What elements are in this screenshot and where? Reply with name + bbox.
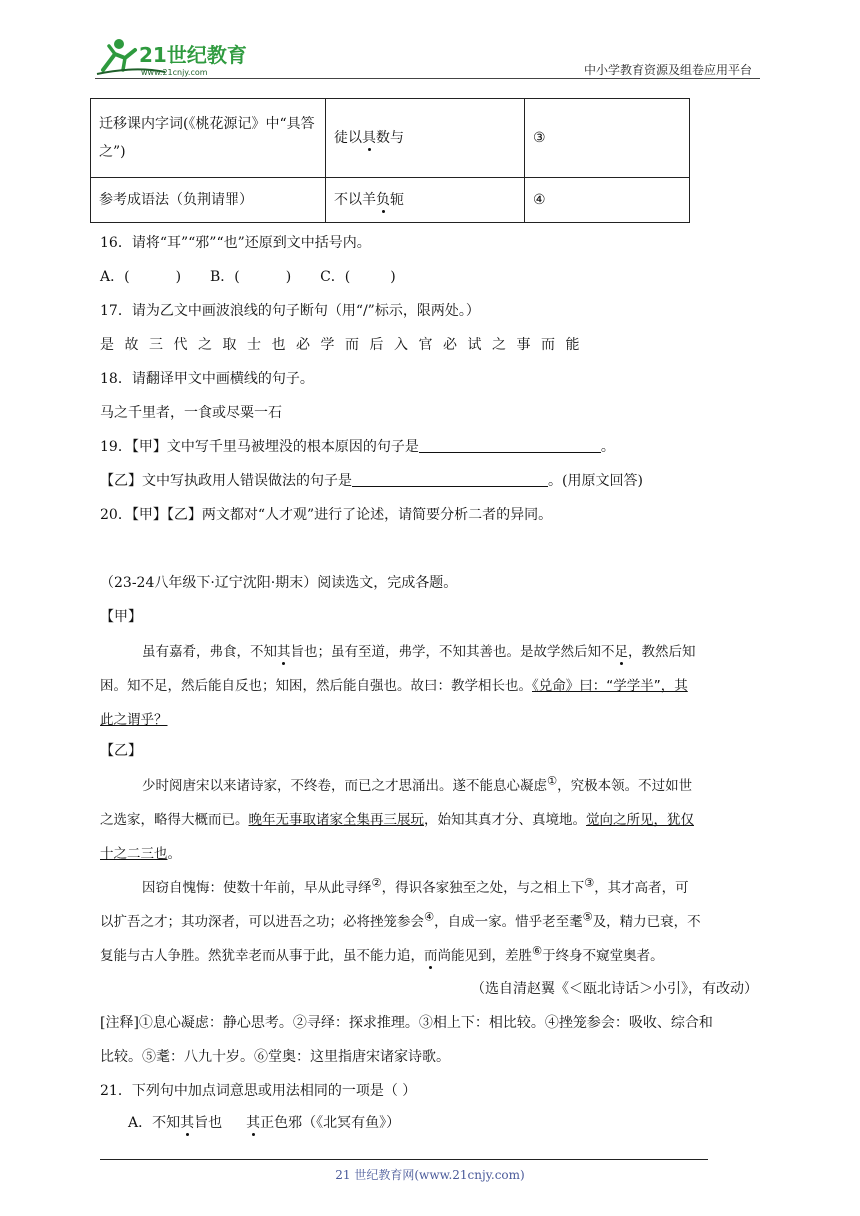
jia-label: 【甲】	[100, 609, 142, 625]
passage-source: （选自清赵翼《＜瓯北诗话＞小引》，有改动）	[471, 981, 758, 997]
jia-paragraph-line: 此之谓乎？	[100, 712, 168, 728]
table-cell-example: 不以羊负轭	[326, 178, 525, 223]
table-cell-answer: ④	[525, 178, 690, 223]
answer-blank[interactable]	[352, 472, 548, 487]
yi-label: 【乙】	[100, 743, 142, 759]
question-18: 18．请翻译甲文中画横线的句子。	[100, 371, 314, 387]
question-21: 21．下列句中加点词意思或用法相同的一项是（ ）	[100, 1083, 417, 1099]
table-cell-example: 徒以具数与	[326, 99, 525, 178]
notes-line: [注释]①息心凝虑：静心思考。②寻绎：探求推理。③相上下：相比较。④挫笼参会：吸收、综合和	[100, 1015, 713, 1031]
header-platform-text: 中小学教育资源及组卷应用平台	[583, 63, 752, 77]
yi-paragraph-line: 少时阅唐宋以来诸诗家，不终卷，而已之才思涌出。遂不能息心凝虑①，究极本领。不过如世	[142, 774, 693, 794]
yi-paragraph-line: 以扩吾之才；其功深者，可以进吾之功；必将挫笼参会④，自成一家。惜乎老至耄⑤及，精力已衰，不	[100, 910, 701, 930]
question-19-b: 【乙】文中写执政用人错误做法的句子是 。(用原文回答)	[100, 473, 643, 489]
question-16: 16．请将“耳”“邪”“也”还原到文中括号内。	[100, 235, 371, 251]
logo-icon	[95, 36, 265, 78]
yi-paragraph-line: 复能与古人争胜。然犹幸老而从事于此，虽不能力追，而尚能见到，差胜⑥于终身不窥堂奥者。	[100, 944, 664, 964]
page-header	[95, 36, 760, 80]
question-19-a: 19．【甲】文中写千里马被埋没的根本原因的句子是 。	[100, 439, 615, 455]
footer-divider	[100, 1159, 708, 1160]
yi-paragraph-line: 之选家，略得大概而已。晚年无事取诸家全集再三展玩，始知其真才分、真境地。觉向之所见，犹仅	[100, 812, 694, 828]
notes-line: 比较。⑤耄：八九十岁。⑥堂奥：这里指唐宋诸家诗歌。	[100, 1049, 450, 1065]
question-18-sentence: 马之千里者，一食或尽粟一石	[100, 405, 282, 421]
table-cell-answer: ③	[525, 99, 690, 178]
logo-url: www.21cnjy.com	[141, 68, 208, 77]
footer-text: 21 世纪教育网(www.21cnjy.com)	[335, 1168, 525, 1182]
question-20: 20．【甲】【乙】两文都对“人才观”进行了论述，请简要分析二者的异同。	[100, 507, 553, 523]
table-cell-method: 迁移课内字词(《桃花源记》中“具答之”)	[91, 99, 326, 178]
vocab-table	[90, 98, 690, 223]
jia-paragraph-line: 虽有嘉肴，弗食，不知其旨也；虽有至道，弗学，不知其善也。是故学然后知不足，教然后知	[142, 644, 696, 660]
question-17-sentence: 是故三代之取士也必学而后入官必试之事而能	[100, 337, 590, 353]
logo-text: 21世纪教育	[139, 43, 247, 67]
jia-paragraph-line: 困。知不足，然后能自反也；知困，然后能自强也。故曰：教学相长也。《兑命》曰：“学学半”，其	[100, 678, 688, 694]
question-16-options: A．( ) B．( ) C．( )	[100, 269, 396, 285]
answer-blank[interactable]	[419, 438, 601, 453]
yi-paragraph-line: 十之二三也。	[100, 846, 181, 862]
header-divider	[95, 78, 760, 79]
table-cell-method: 参考成语法（负荆请罪）	[91, 178, 326, 223]
table-row	[91, 99, 690, 178]
table-row	[91, 178, 690, 223]
question-21-option-a[interactable]: A．不知其旨也 其正色邪（《北冥有鱼》）	[128, 1115, 401, 1131]
question-17: 17．请为乙文中画波浪线的句子断句（用“/”标示，限两处。）	[100, 303, 480, 319]
yi-paragraph-line: 因窃自愧悔：使数十年前，早从此寻绎②，得识各家独至之处，与之相上下③，其才高者，可	[142, 876, 689, 896]
passage-intro: （23-24八年级下·辽宁沈阳·期末）阅读选文，完成各题。	[100, 575, 458, 591]
